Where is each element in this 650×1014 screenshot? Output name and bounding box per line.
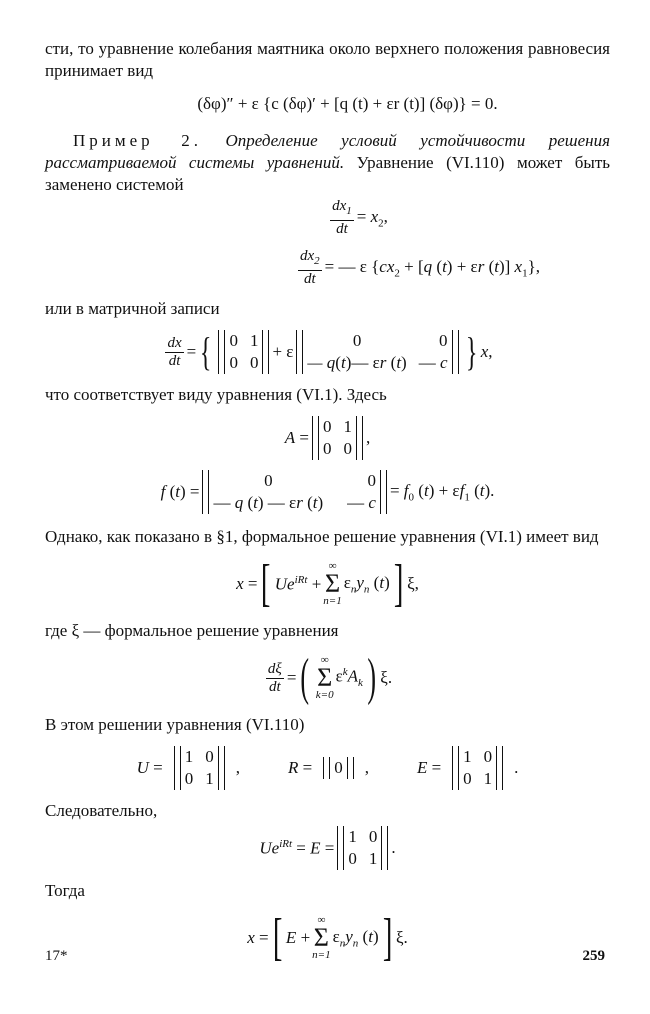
equation-system-2: $\frac{dx_2}{dt}$ = — ε {$cx_2 + [q$ (t) + εr (t)] $x_1$},: [299, 248, 541, 287]
equation-x-formal: x = [ $Ue^{iRt}$ + ∞ Σ n=1 $\varepsilon_ny_n$ (t) ] ξ,: [236, 555, 419, 612]
equation-A: A = 0 1 0 0 ,: [284, 417, 371, 458]
equation-dxi: $\frac{d\xi}{dt}$ = ( ∞ Σ k=0 $\varepsilon^kA_k$ ) ξ.: [267, 649, 393, 706]
paragraph-intro: сти, то уравнение колебания маятника около верхнего положения равновесия принимает вид: [45, 39, 610, 80]
paragraph-in-solution: В этом решении уравнения (VI.110): [45, 715, 305, 734]
page-footer: [45, 948, 605, 965]
paragraph-therefore: Следовательно,: [45, 801, 158, 820]
signature-mark: 17*: [45, 948, 68, 964]
equation-system-1: $\frac{dx_1}{dt}$ = $x_2$,: [332, 198, 388, 237]
paragraph-example: [45, 130, 610, 196]
example-title: Определение условий устойчивости решения рассматриваемой системы уравнений.: [45, 131, 610, 172]
paragraph-matrix-intro: или в матричной записи: [45, 299, 220, 318]
paragraph-formal-solution: Однако, как показано в §1, формальное решение уравнения (VI.1) имеет вид: [45, 527, 599, 546]
equation-matrix-form: $\frac{dx}{dt}$ = { 0 1 0 0 + ε 0 0 — q(t)— εr (t) — c } x,: [167, 329, 493, 374]
equation-f: f (t) = 0 0 — q (t) — εr (t) — c = $f_0$ $(t) + \varepsilon f_1$ (t).: [160, 471, 495, 512]
example-text: Уравнение (VI.110) может быть заменено системой: [45, 153, 611, 194]
paragraph-xi: где ξ — формальное решение уравнения: [45, 621, 339, 640]
equation-U-R-E: U = 1 0 0 1 , R = 0 , E = 1 0 0 1 .: [136, 747, 519, 788]
paragraph-after-matrix: что соответствует виду уравнения (VI.1). Здесь: [45, 385, 387, 404]
equation-pendulum: (δφ)″ + ε {c (δφ)′ + [q (t) + εr (t)] (δφ)} = 0.: [197, 94, 498, 113]
example-heading: Пример 2.: [73, 131, 202, 150]
equation-x-final: x = [ E + ∞ Σ n=1 $\varepsilon_ny_n$ (t) ] ξ.: [247, 909, 408, 966]
paragraph-then: Тогда: [45, 881, 85, 900]
equation-UeiRt: $Ue^{iRt} = E$ = 1 0 0 1 .: [259, 827, 396, 868]
page-number: 259: [582, 948, 605, 964]
page-body: [45, 38, 610, 974]
